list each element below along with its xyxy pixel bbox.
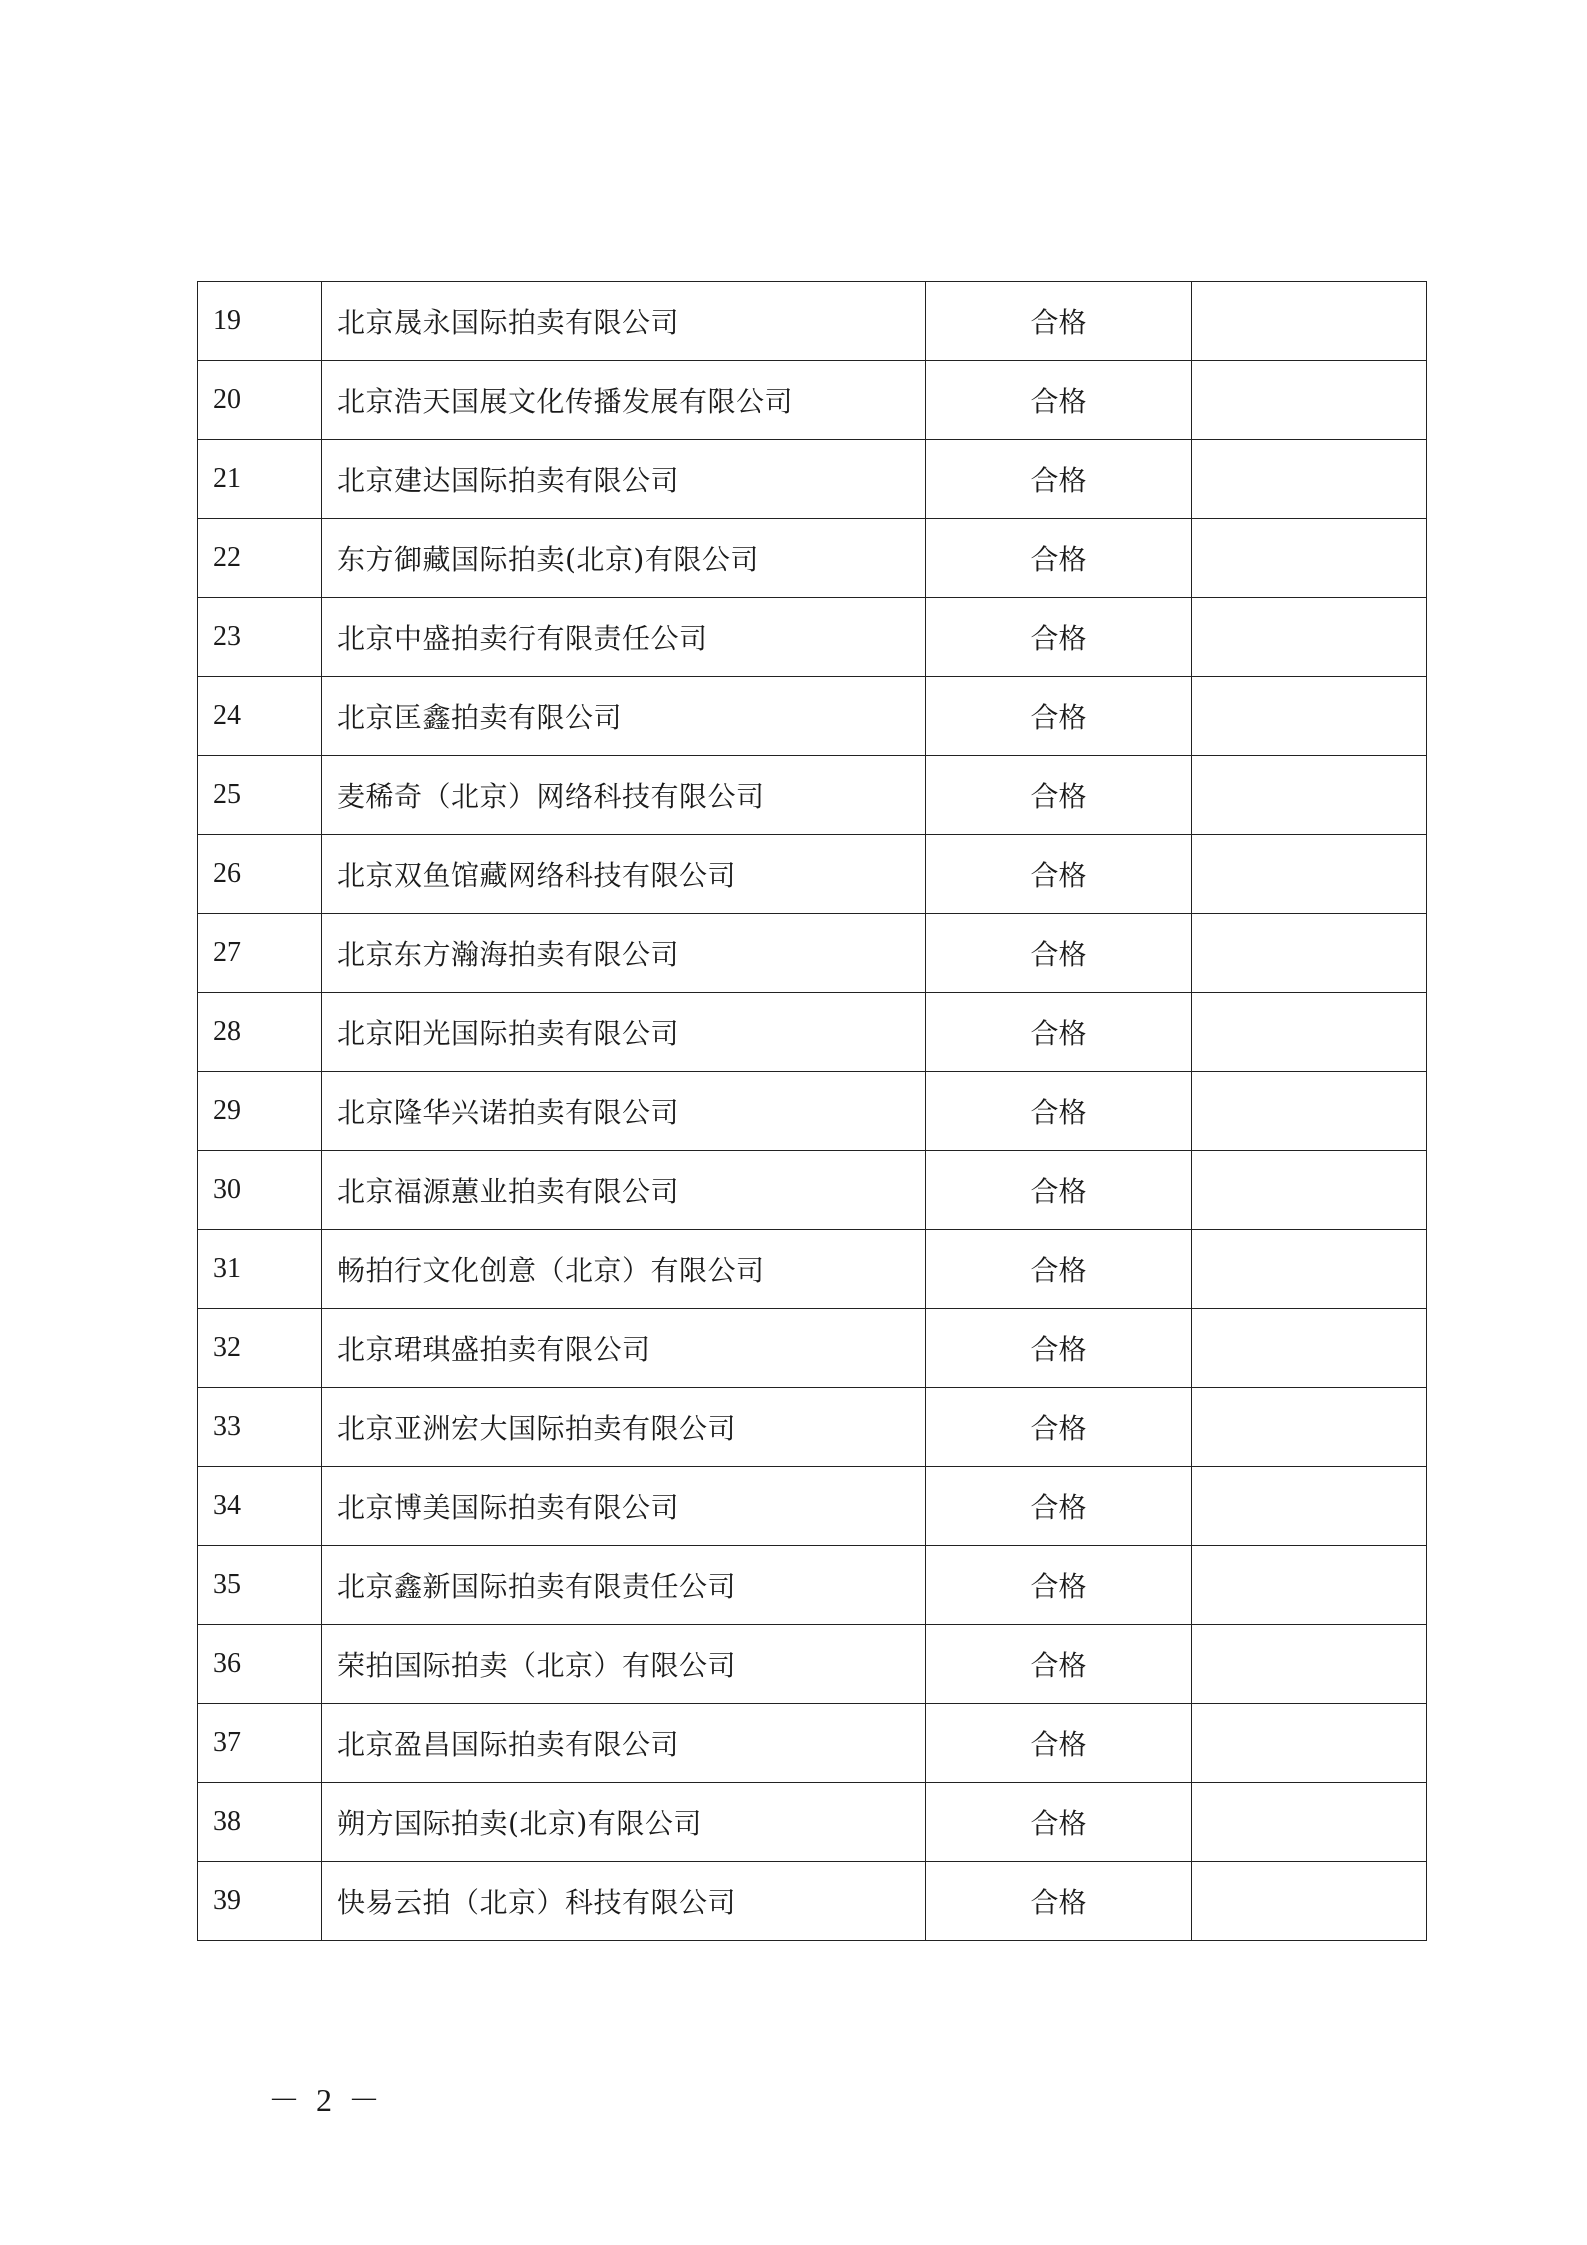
remark-cell (1192, 1072, 1427, 1151)
result-cell: 合格 (926, 361, 1192, 440)
row-number-cell: 23 (198, 598, 322, 677)
table-row (198, 1467, 1427, 1546)
remark-cell (1192, 440, 1427, 519)
company-name-cell: 北京盈昌国际拍卖有限公司 (322, 1704, 926, 1783)
table-row (198, 361, 1427, 440)
result-cell: 合格 (926, 1467, 1192, 1546)
result-cell: 合格 (926, 1072, 1192, 1151)
remark-cell (1192, 756, 1427, 835)
table-row (198, 756, 1427, 835)
remark-cell (1192, 1625, 1427, 1704)
remark-cell (1192, 1309, 1427, 1388)
row-number-cell: 33 (198, 1388, 322, 1467)
table-row (198, 598, 1427, 677)
table-row (198, 1625, 1427, 1704)
result-cell: 合格 (926, 1704, 1192, 1783)
company-name-cell: 麦稀奇（北京）网络科技有限公司 (322, 756, 926, 835)
table-row (198, 519, 1427, 598)
remark-cell (1192, 1467, 1427, 1546)
remark-cell (1192, 1151, 1427, 1230)
row-number-cell: 39 (198, 1862, 322, 1941)
result-cell: 合格 (926, 1546, 1192, 1625)
row-number-cell: 34 (198, 1467, 322, 1546)
company-name-cell: 北京建达国际拍卖有限公司 (322, 440, 926, 519)
company-name-cell: 北京浩天国展文化传播发展有限公司 (322, 361, 926, 440)
table-row (198, 440, 1427, 519)
company-name-cell: 东方御藏国际拍卖(北京)有限公司 (322, 519, 926, 598)
company-name-cell: 北京晟永国际拍卖有限公司 (322, 282, 926, 361)
company-name-cell: 北京中盛拍卖行有限责任公司 (322, 598, 926, 677)
remark-cell (1192, 1388, 1427, 1467)
remark-cell (1192, 1546, 1427, 1625)
remark-cell (1192, 361, 1427, 440)
row-number-cell: 19 (198, 282, 322, 361)
remark-cell (1192, 282, 1427, 361)
company-name-cell: 北京福源蕙业拍卖有限公司 (322, 1151, 926, 1230)
table-row (198, 835, 1427, 914)
company-name-cell: 北京东方瀚海拍卖有限公司 (322, 914, 926, 993)
remark-cell (1192, 598, 1427, 677)
result-cell: 合格 (926, 282, 1192, 361)
row-number-cell: 35 (198, 1546, 322, 1625)
table-row (198, 1546, 1427, 1625)
row-number-cell: 24 (198, 677, 322, 756)
remark-cell (1192, 1230, 1427, 1309)
remark-cell (1192, 993, 1427, 1072)
row-number-cell: 28 (198, 993, 322, 1072)
result-cell: 合格 (926, 598, 1192, 677)
page-number: － 2 － (268, 2082, 385, 2118)
table-row (198, 1230, 1427, 1309)
company-name-cell: 北京鑫新国际拍卖有限责任公司 (322, 1546, 926, 1625)
company-name-cell: 北京隆华兴诺拍卖有限公司 (322, 1072, 926, 1151)
remark-cell (1192, 1862, 1427, 1941)
result-cell: 合格 (926, 1862, 1192, 1941)
company-name-cell: 北京匡鑫拍卖有限公司 (322, 677, 926, 756)
result-cell: 合格 (926, 914, 1192, 993)
table-row (198, 677, 1427, 756)
table-row (198, 1151, 1427, 1230)
row-number-cell: 36 (198, 1625, 322, 1704)
row-number-cell: 37 (198, 1704, 322, 1783)
row-number-cell: 31 (198, 1230, 322, 1309)
remark-cell (1192, 1783, 1427, 1862)
row-number-cell: 29 (198, 1072, 322, 1151)
table-row (198, 1072, 1427, 1151)
result-cell: 合格 (926, 1625, 1192, 1704)
row-number-cell: 30 (198, 1151, 322, 1230)
result-cell: 合格 (926, 756, 1192, 835)
results-table-body (198, 282, 1427, 1941)
remark-cell (1192, 914, 1427, 993)
result-cell: 合格 (926, 835, 1192, 914)
remark-cell (1192, 1704, 1427, 1783)
result-cell: 合格 (926, 677, 1192, 756)
row-number-cell: 27 (198, 914, 322, 993)
table-row (198, 993, 1427, 1072)
results-table (197, 281, 1427, 1941)
result-cell: 合格 (926, 440, 1192, 519)
remark-cell (1192, 677, 1427, 756)
result-cell: 合格 (926, 519, 1192, 598)
table-row (198, 1783, 1427, 1862)
result-cell: 合格 (926, 1230, 1192, 1309)
row-number-cell: 26 (198, 835, 322, 914)
table-row (198, 1309, 1427, 1388)
row-number-cell: 25 (198, 756, 322, 835)
result-cell: 合格 (926, 1783, 1192, 1862)
row-number-cell: 38 (198, 1783, 322, 1862)
company-name-cell: 荣拍国际拍卖（北京）有限公司 (322, 1625, 926, 1704)
company-name-cell: 北京亚洲宏大国际拍卖有限公司 (322, 1388, 926, 1467)
result-cell: 合格 (926, 1309, 1192, 1388)
table-row (198, 1862, 1427, 1941)
remark-cell (1192, 835, 1427, 914)
row-number-cell: 22 (198, 519, 322, 598)
row-number-cell: 20 (198, 361, 322, 440)
table-row (198, 914, 1427, 993)
company-name-cell: 畅拍行文化创意（北京）有限公司 (322, 1230, 926, 1309)
row-number-cell: 21 (198, 440, 322, 519)
row-number-cell: 32 (198, 1309, 322, 1388)
company-name-cell: 北京阳光国际拍卖有限公司 (322, 993, 926, 1072)
company-name-cell: 北京珺琪盛拍卖有限公司 (322, 1309, 926, 1388)
table-row (198, 1704, 1427, 1783)
result-cell: 合格 (926, 993, 1192, 1072)
remark-cell (1192, 519, 1427, 598)
company-name-cell: 朔方国际拍卖(北京)有限公司 (322, 1783, 926, 1862)
result-cell: 合格 (926, 1388, 1192, 1467)
result-cell: 合格 (926, 1151, 1192, 1230)
table-row (198, 1388, 1427, 1467)
company-name-cell: 快易云拍（北京）科技有限公司 (322, 1862, 926, 1941)
company-name-cell: 北京双鱼馆藏网络科技有限公司 (322, 835, 926, 914)
company-name-cell: 北京博美国际拍卖有限公司 (322, 1467, 926, 1546)
table-row (198, 282, 1427, 361)
